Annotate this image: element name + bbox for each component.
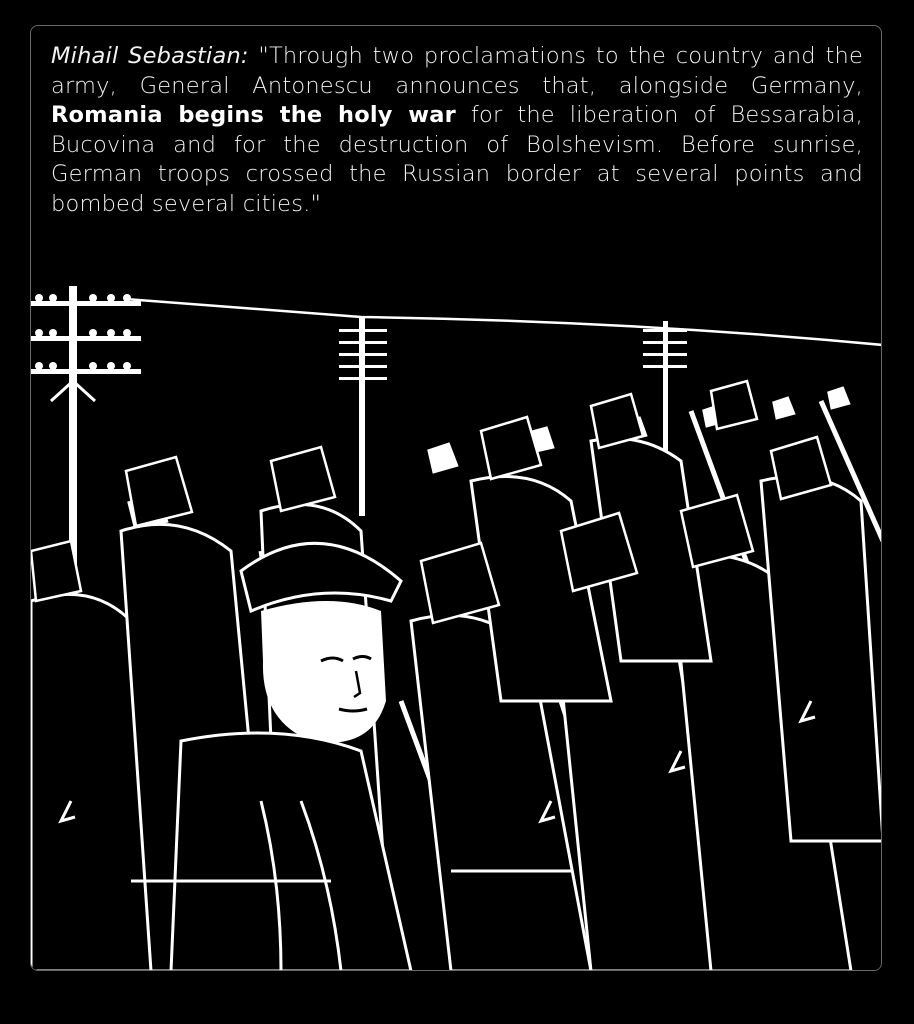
caption-quote-close: for the liberation of Bessarabia, Bucovina and for the destruction of Bolshevism. Before sunrise, German troops crossed the Russian border at several points and bombed several cities." xyxy=(51,102,864,217)
caption-speaker: Mihail Sebastian: xyxy=(51,43,249,69)
comic-panel xyxy=(30,25,882,971)
marching-soldiers-illustration xyxy=(31,281,882,971)
caption-quote-open: "Through two proclamations to the country and the army, General Antonescu announces that, alongside Germany, xyxy=(51,43,863,99)
caption-box xyxy=(51,42,863,219)
caption-emphasis: Romania begins the holy war xyxy=(51,102,456,128)
